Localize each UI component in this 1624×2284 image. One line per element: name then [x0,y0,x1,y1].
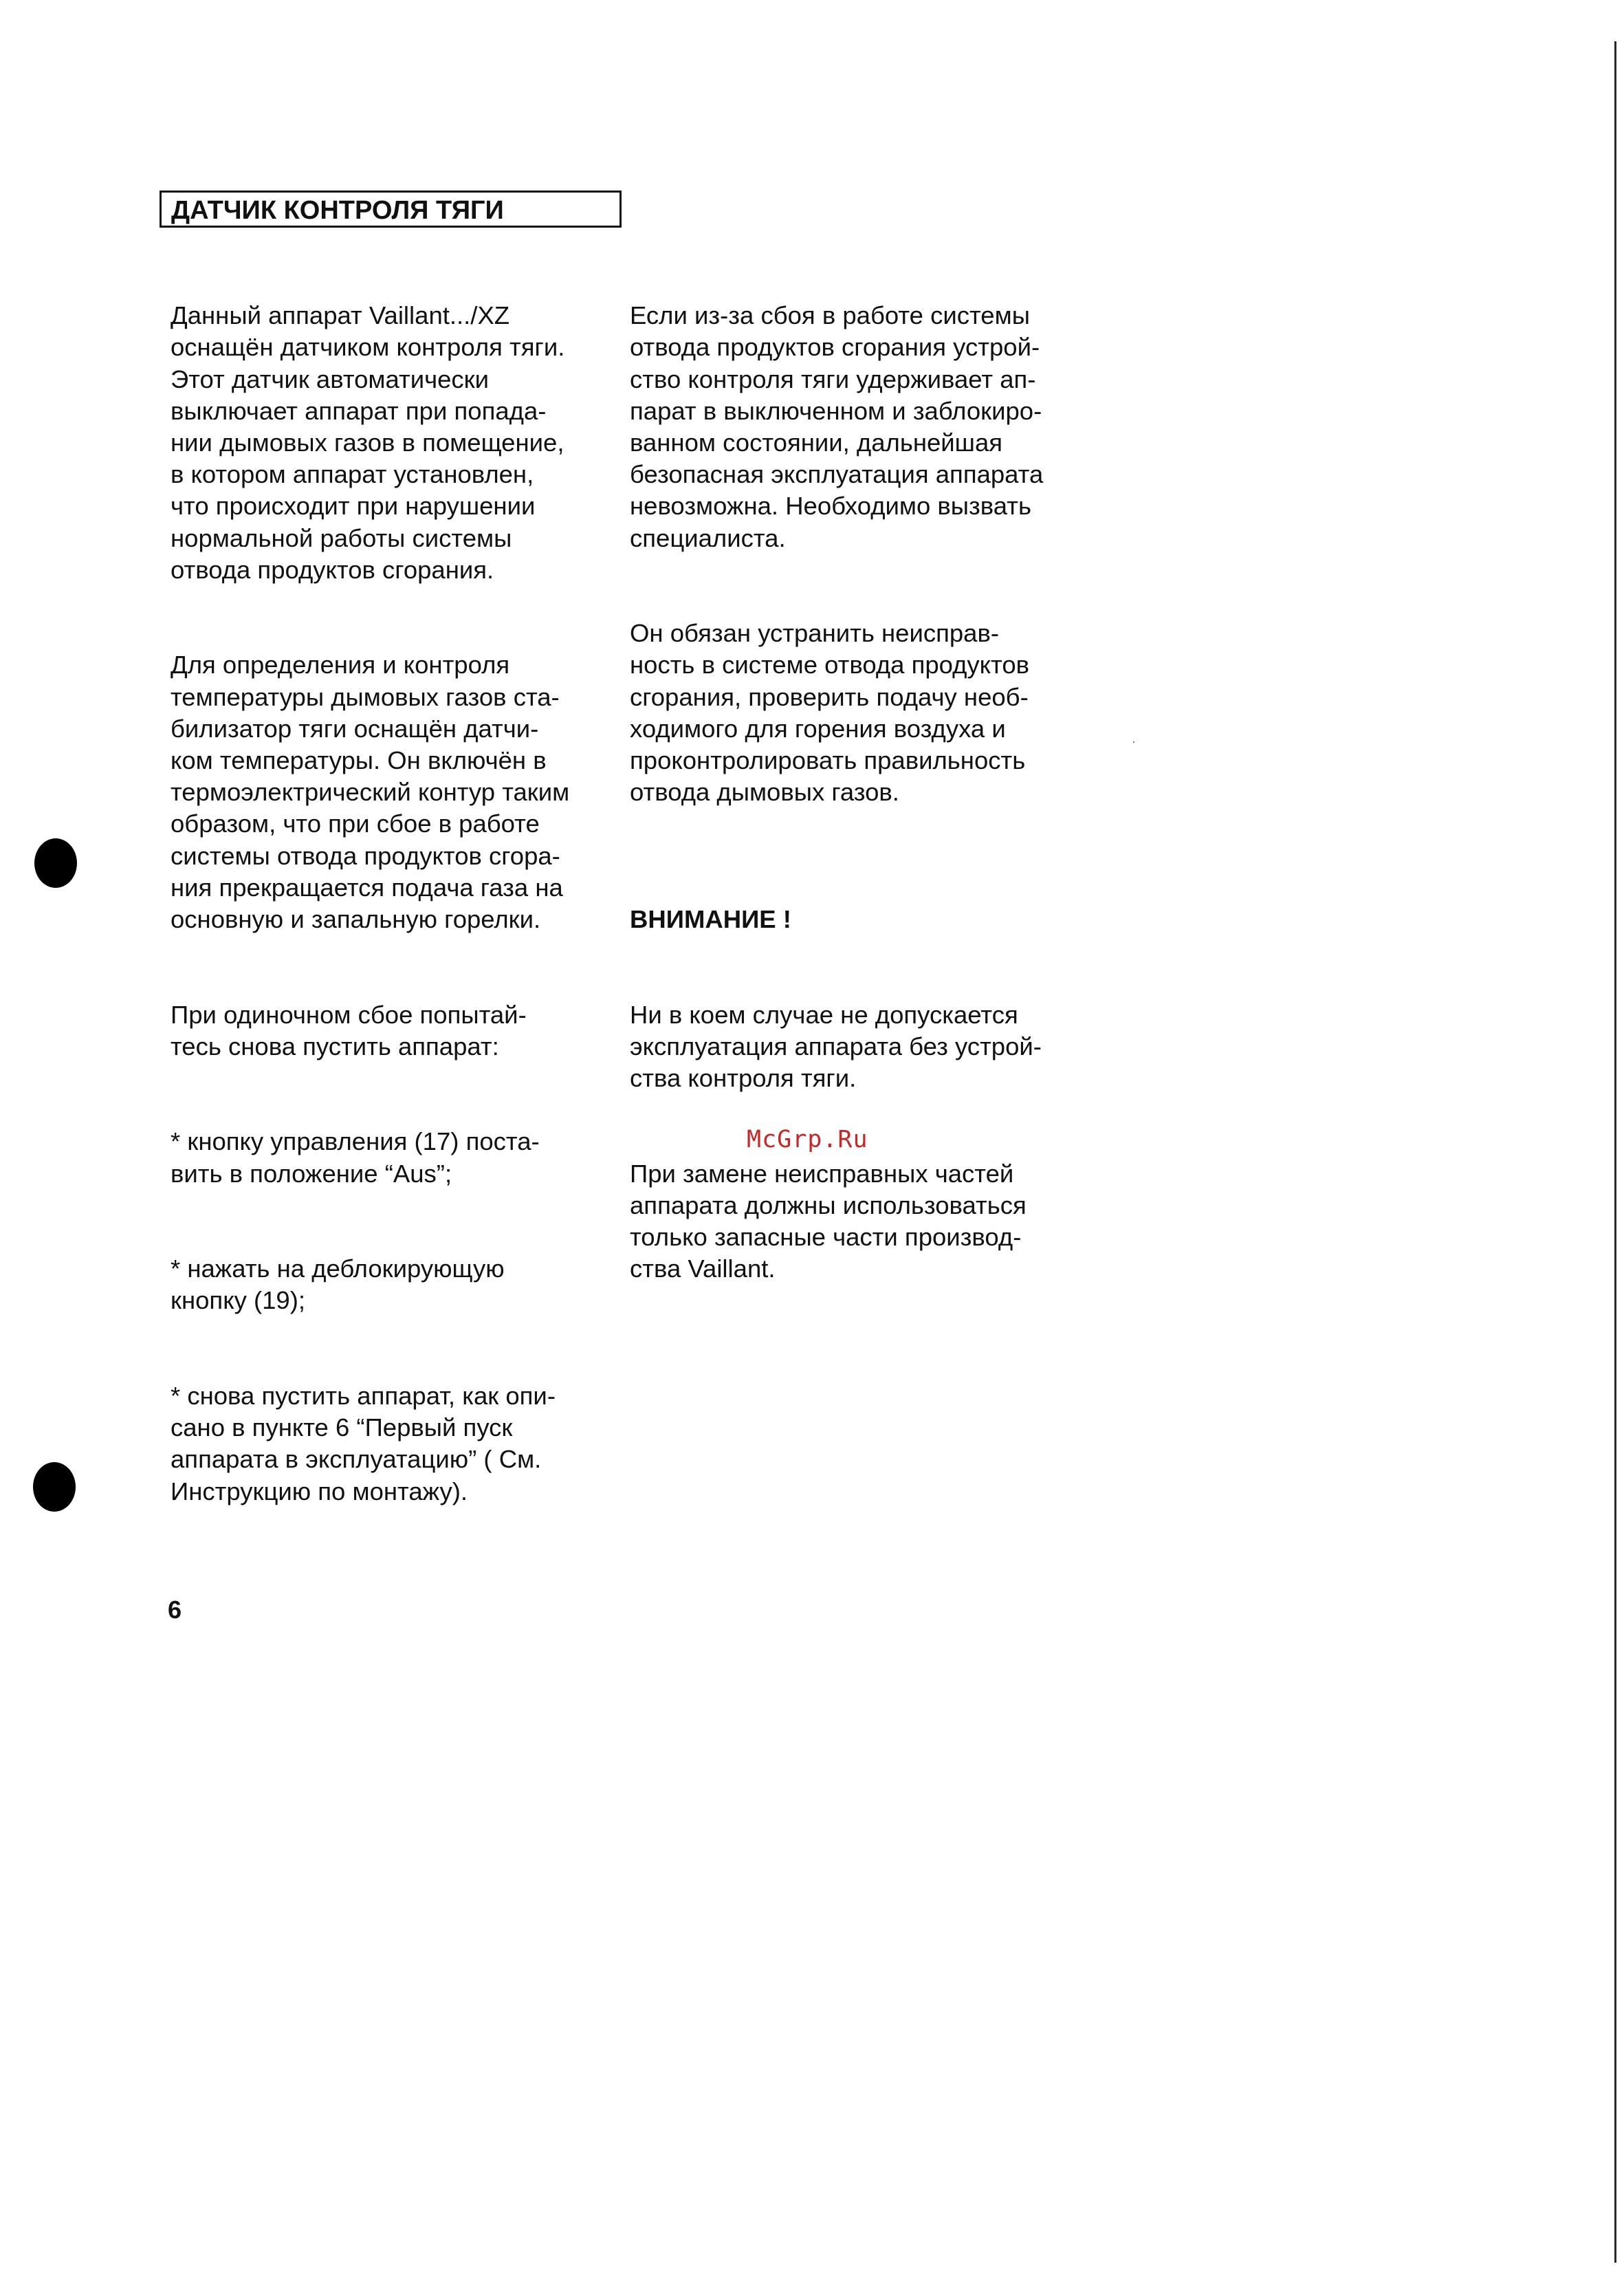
failure-paragraph: Если из-за сбоя в работе системы отвода продуктов сгорания устрой- ство контроля тяги удерживает ап- парат в выключенном и заблокиро- ванном состоянии, дальнейшая безопасная эксплуатация аппарата невозможна. Необходимо вызвать специалиста. [630,301,1044,552]
scan-edge-line [1614,41,1616,2263]
restart-step-3: * снова пустить аппарат, как опи- сано в пункте 6 “Первый пуск аппарата в эксплуатацию” ( См. Инструкцию по монтажу). [171,1382,556,1505]
section-title: ДАТЧИК КОНТРОЛЯ ТЯГИ [160,191,622,228]
restart-step-2: * нажать на деблокирующую кнопку (19); [171,1254,505,1315]
restart-step-1: * кнопку управления (17) поста- вить в положение “Aus”; [171,1127,540,1188]
page-number: 6 [168,1596,182,1624]
right-column [630,268,1097,1349]
temperature-sensor-paragraph: Для определения и контроля температуры дымовых газов ста- билизатор тяги оснащён датчи- ком температуры. Он включён в термоэлектрический контур таким образом, что при сбое в работе системы отвода продуктов сгора- ния прекращается подача газа на основную и запальную горелки. [171,651,570,934]
specialist-duties-paragraph: Он обязан устранить неисправ- ность в системе отвода продуктов сгорания, проверить подачу необ- ходимого для горения воздуха и проконтролировать правильность отвода дымовых газов. [630,619,1030,807]
punch-hole-icon [33,1462,76,1512]
warning-paragraph: Ни в коем случае не допускается эксплуатация аппарата без устрой- ства контроля тяги. [630,1000,1042,1093]
punch-hole-icon [34,838,77,888]
left-column [171,268,624,1571]
watermark-text: McGrp.Ru [747,1126,868,1153]
spare-parts-paragraph: При замене неисправных частей аппарата должны использоваться только запасные части производ- ства Vaillant. [630,1159,1027,1283]
warning-heading: ВНИМАНИЕ ! [630,905,791,934]
restart-instructions-paragraph: При одиночном сбое попытай- тесь снова пустить аппарат: [171,1000,527,1061]
intro-paragraph: Данный аппарат Vaillant.../XZ оснащён датчиком контроля тяги. Этот датчик автоматически выключает аппарат при попада- нии дымовых газов в помещение, в котором аппарат установлен, что происходит при нарушении нормальной работы системы отвода продуктов сгорания. [171,301,565,584]
scan-speck [1133,741,1134,743]
